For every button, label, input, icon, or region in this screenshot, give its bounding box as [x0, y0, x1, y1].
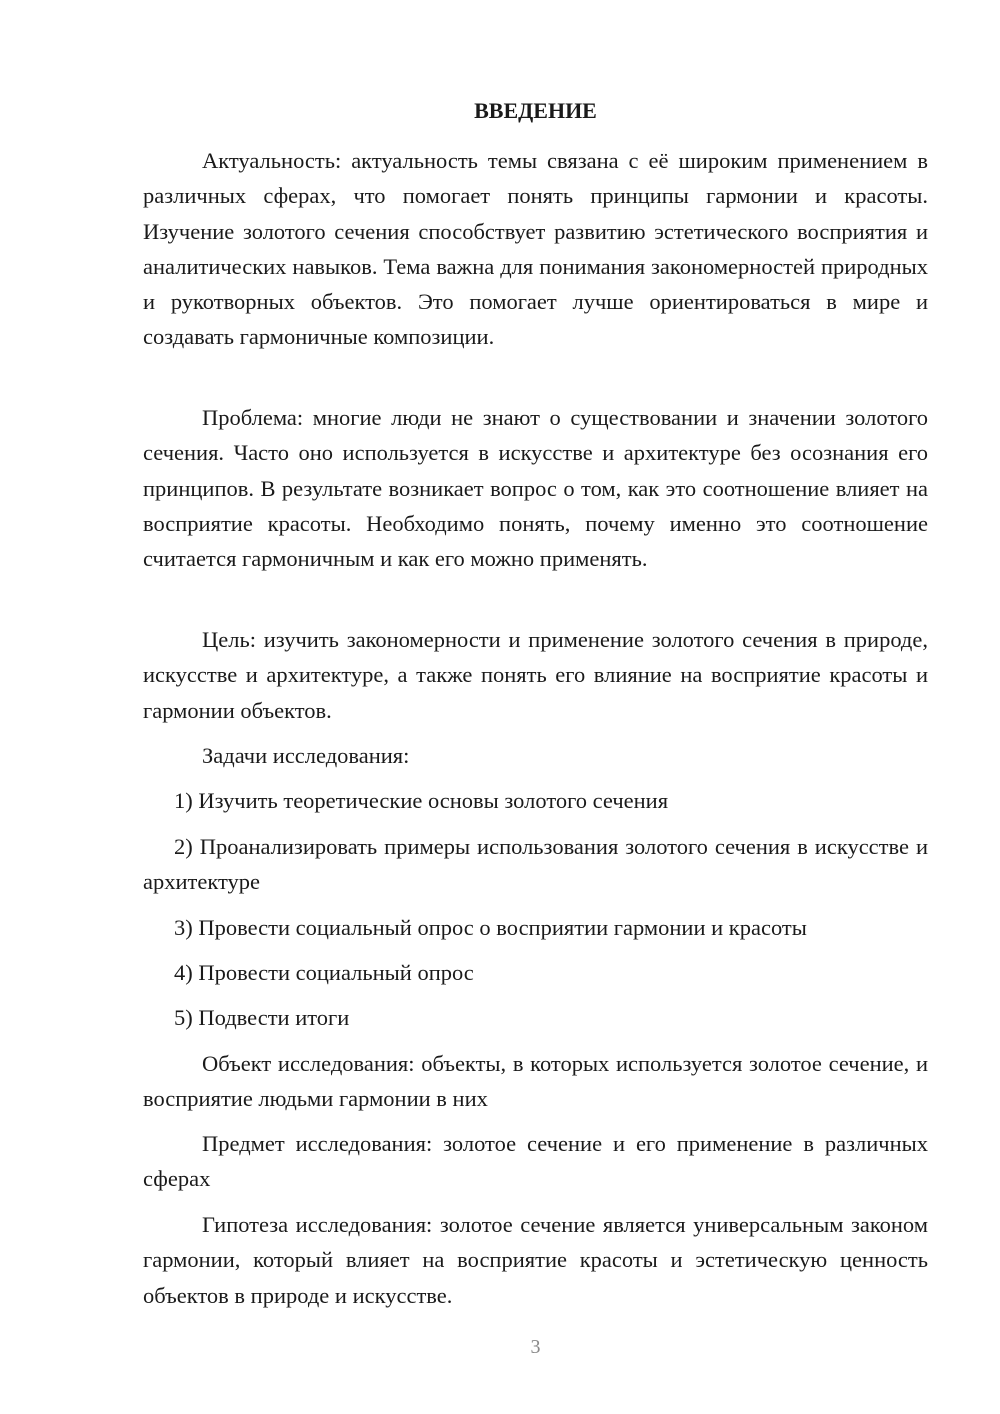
page-number: 3: [530, 1336, 541, 1358]
task-item-1: 1) Изучить теоретические основы золотого сечения: [174, 788, 669, 813]
paragraph-relevance: Актуальность: актуальность темы связана с её широким применением в различных сферах, что помогает понять принципы гармонии и красоты. Изучение золотого сечения способствует развитию эстетического восприятия и аналитических навыков. Тема важна для понимания закономерностей природных и рукотворных объектов. Это помогает лучше ориентироваться в мире и создавать гармоничные композиции.: [143, 148, 928, 350]
task-item-5: 5) Подвести итоги: [174, 1005, 350, 1030]
task-item-4: 4) Провести социальный опрос: [174, 960, 474, 985]
task-item-3: 3) Провести социальный опрос о восприятии гармонии и красоты: [174, 915, 807, 940]
document-page: [143, 0, 928, 1414]
section-heading: ВВЕДЕНИЕ: [474, 98, 597, 123]
paragraph-goal: Цель: изучить закономерности и применение золотого сечения в природе, искусстве и архитектуре, а также понять его влияние на восприятие красоты и гармонии объектов.: [143, 627, 928, 723]
paragraph-problem: Проблема: многие люди не знают о существовании и значении золотого сечения. Часто оно используется в искусстве и архитектуре без осознания его принципов. В результате возникает вопрос о том, как это соотношение влияет на восприятие красоты. Необходимо понять, почему именно это соотношение считается гармоничным и как его можно применять.: [143, 405, 928, 572]
task-item-2: 2) Проанализировать примеры использования золотого сечения в искусстве и архитектуре: [143, 834, 928, 895]
tasks-title: Задачи исследования:: [202, 743, 410, 768]
paragraph-hypothesis: Гипотеза исследования: золотое сечение является универсальным законом гармонии, который влияет на восприятие красоты и эстетическую ценность объектов в природе и искусстве.: [143, 1212, 928, 1308]
paragraph-subject: Предмет исследования: золотое сечение и его применение в различных сферах: [143, 1131, 928, 1192]
paragraph-object: Объект исследования: объекты, в которых используется золотое сечение, и восприятие людьми гармонии в них: [143, 1051, 928, 1112]
